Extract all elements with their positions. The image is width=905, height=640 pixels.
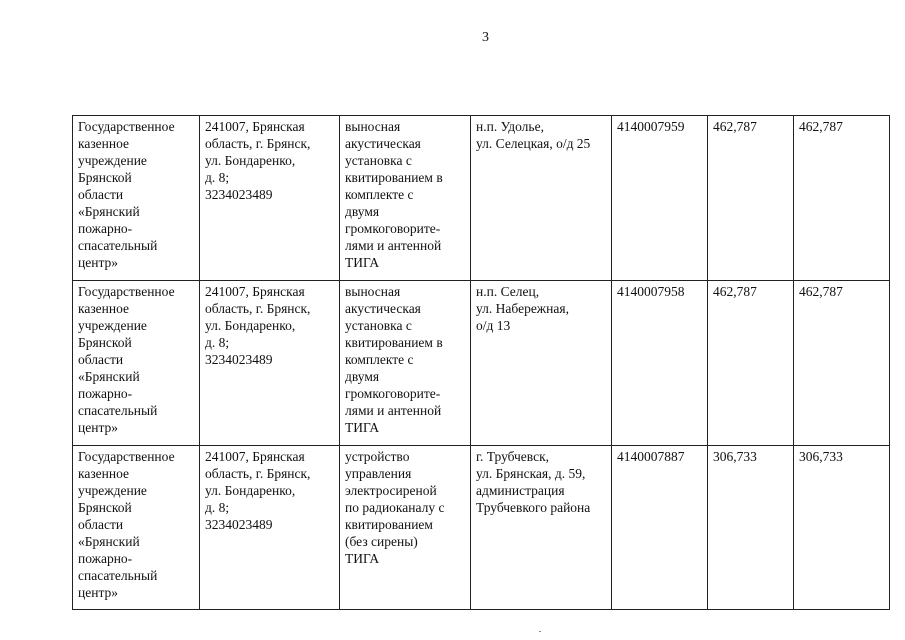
property-table [72,115,890,610]
table-row [73,446,890,610]
address-cell: 241007, Брянская область, г. Брянск, ул. Бондаренко, д. 8; 3234023489 [200,281,340,446]
equipment-cell: устройство управления электросиреной по радиоканалу с квитированием (без сирены) ТИГА [340,446,471,610]
address-cell: 241007, Брянская область, г. Брянск, ул. Бондаренко, д. 8; 3234023489 [200,116,340,281]
location-cell: н.п. Селец, ул. Набережная, о/д 13 [471,281,612,446]
organization-cell: Государственное казенное учреждение Брянской области «Брянский пожарно- спасательный центр» [73,281,200,446]
value-cell-2: 462,787 [794,116,890,281]
page-number: 3 [482,30,489,45]
value-cell-1: 462,787 [708,281,794,446]
location-cell: н.п. Удолье, ул. Селецкая, о/д 25 [471,116,612,281]
value-cell-2: 306,733 [794,446,890,610]
equipment-cell: выносная акустическая установка с квитированием в комплекте с двумя громкоговорите- лями и антенной ТИГА [340,116,471,281]
equipment-cell: выносная акустическая установка с квитированием в комплекте с двумя громкоговорите- лями и антенной ТИГА [340,281,471,446]
value-cell-2: 462,787 [794,281,890,446]
inventory-number-cell: 4140007958 [612,281,708,446]
inventory-number-cell: 4140007887 [612,446,708,610]
organization-cell: Государственное казенное учреждение Брянской области «Брянский пожарно- спасательный центр» [73,116,200,281]
inventory-number-cell: 4140007959 [612,116,708,281]
table-row [73,281,890,446]
address-cell: 241007, Брянская область, г. Брянск, ул. Бондаренко, д. 8; 3234023489 [200,446,340,610]
table-row [73,116,890,281]
value-cell-1: 462,787 [708,116,794,281]
location-cell: г. Трубчевск, ул. Брянская, д. 59, администрация Трубчевкого района [471,446,612,610]
value-cell-1: 306,733 [708,446,794,610]
scan-speck [539,631,541,632]
organization-cell: Государственное казенное учреждение Брянской области «Брянский пожарно- спасательный центр» [73,446,200,610]
